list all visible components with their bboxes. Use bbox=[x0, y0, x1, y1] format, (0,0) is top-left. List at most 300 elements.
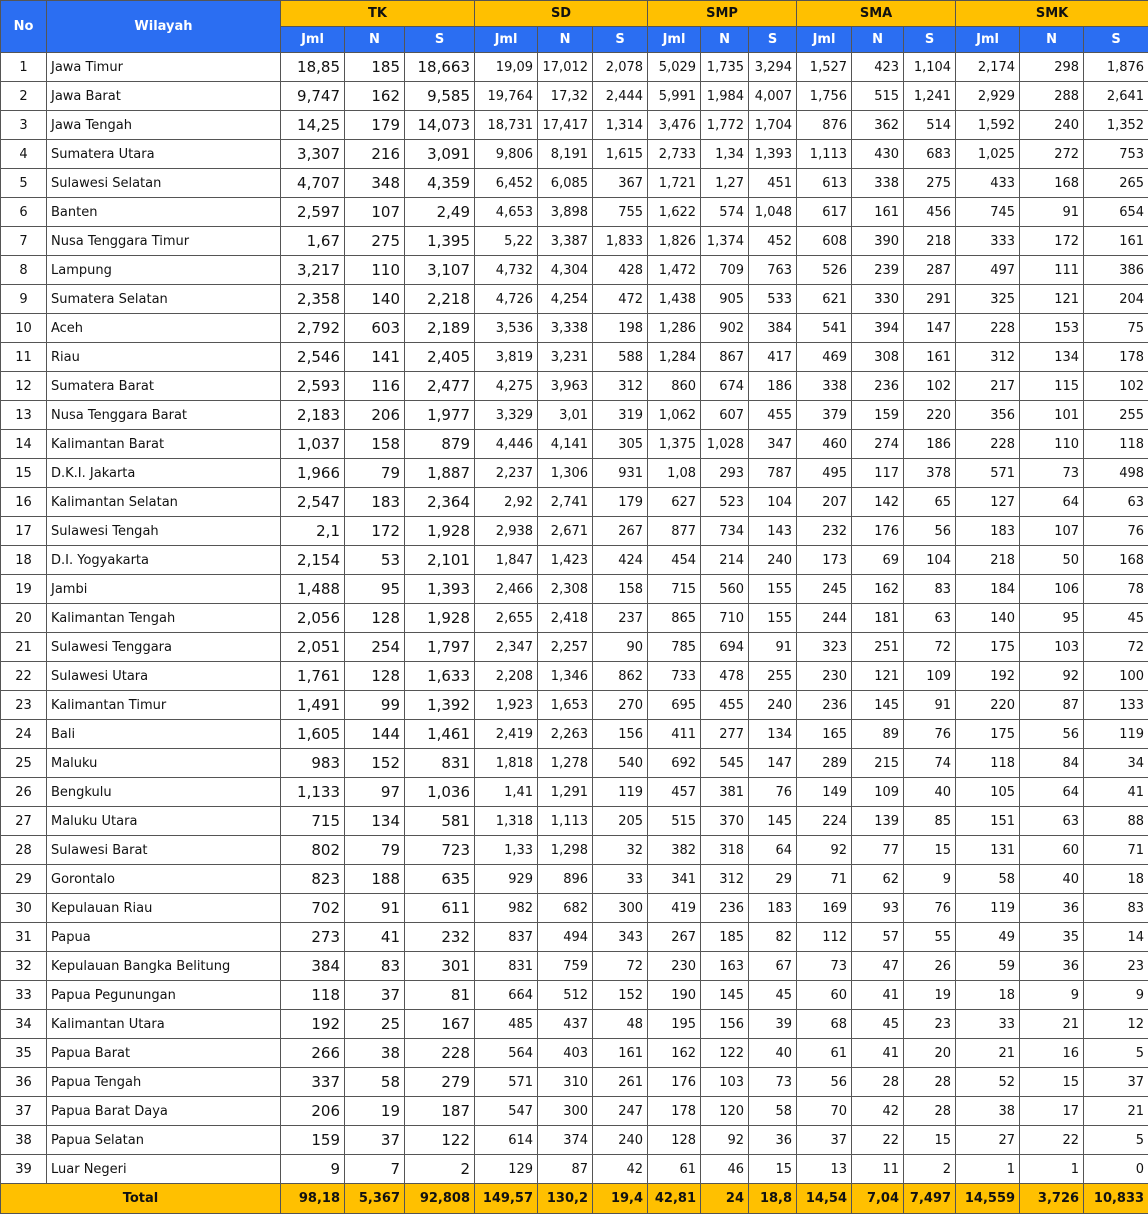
value-cell: 18,731 bbox=[475, 111, 538, 140]
value-cell: 386 bbox=[1084, 256, 1148, 285]
value-cell: 1,527 bbox=[797, 53, 852, 82]
value-cell: 288 bbox=[1020, 82, 1084, 111]
value-cell: 287 bbox=[904, 256, 956, 285]
value-cell: 3,294 bbox=[749, 53, 797, 82]
value-cell: 112 bbox=[797, 923, 852, 952]
value-cell: 455 bbox=[701, 691, 749, 720]
value-cell: 2,183 bbox=[281, 401, 345, 430]
value-cell: 140 bbox=[345, 285, 405, 314]
value-cell: 41 bbox=[1084, 778, 1148, 807]
table-row bbox=[1, 314, 1148, 343]
value-cell: 3,819 bbox=[475, 343, 538, 372]
value-cell: 581 bbox=[405, 807, 475, 836]
value-cell: 362 bbox=[852, 111, 904, 140]
value-cell: 145 bbox=[749, 807, 797, 836]
value-cell: 472 bbox=[593, 285, 648, 314]
value-cell: 15 bbox=[1020, 1068, 1084, 1097]
header-jml: Jml bbox=[648, 27, 701, 53]
value-cell: 40 bbox=[904, 778, 956, 807]
value-cell: 228 bbox=[956, 314, 1020, 343]
value-cell: 2,101 bbox=[405, 546, 475, 575]
region-name: Kepulauan Riau bbox=[47, 894, 281, 923]
value-cell: 49 bbox=[956, 923, 1020, 952]
value-cell: 63 bbox=[1020, 807, 1084, 836]
value-cell: 270 bbox=[593, 691, 648, 720]
region-name: Kalimantan Selatan bbox=[47, 488, 281, 517]
value-cell: 3,091 bbox=[405, 140, 475, 169]
table-row bbox=[1, 778, 1148, 807]
value-cell: 83 bbox=[904, 575, 956, 604]
value-cell: 2,418 bbox=[538, 604, 593, 633]
value-cell: 214 bbox=[701, 546, 749, 575]
value-cell: 1,062 bbox=[648, 401, 701, 430]
value-cell: 2,641 bbox=[1084, 82, 1148, 111]
table-row bbox=[1, 720, 1148, 749]
value-cell: 83 bbox=[1084, 894, 1148, 923]
table-row bbox=[1, 343, 1148, 372]
value-cell: 5 bbox=[1084, 1039, 1148, 1068]
value-cell: 9,585 bbox=[405, 82, 475, 111]
value-cell: 37 bbox=[797, 1126, 852, 1155]
row-number: 9 bbox=[1, 285, 47, 314]
value-cell: 787 bbox=[749, 459, 797, 488]
value-cell: 2,938 bbox=[475, 517, 538, 546]
value-cell: 19,764 bbox=[475, 82, 538, 111]
value-cell: 2,308 bbox=[538, 575, 593, 604]
value-cell: 14,25 bbox=[281, 111, 345, 140]
value-cell: 60 bbox=[797, 981, 852, 1010]
table-row bbox=[1, 488, 1148, 517]
value-cell: 3,01 bbox=[538, 401, 593, 430]
value-cell: 2,257 bbox=[538, 633, 593, 662]
value-cell: 216 bbox=[345, 140, 405, 169]
value-cell: 87 bbox=[1020, 691, 1084, 720]
region-name: Sumatera Utara bbox=[47, 140, 281, 169]
value-cell: 279 bbox=[405, 1068, 475, 1097]
value-cell: 1,67 bbox=[281, 227, 345, 256]
value-cell: 3,536 bbox=[475, 314, 538, 343]
value-cell: 129 bbox=[475, 1155, 538, 1184]
value-cell: 1,393 bbox=[405, 575, 475, 604]
value-cell: 437 bbox=[538, 1010, 593, 1039]
header-s: S bbox=[904, 27, 956, 53]
value-cell: 224 bbox=[797, 807, 852, 836]
value-cell: 710 bbox=[701, 604, 749, 633]
value-cell: 454 bbox=[648, 546, 701, 575]
table-row bbox=[1, 923, 1148, 952]
value-cell: 1,286 bbox=[648, 314, 701, 343]
table-row bbox=[1, 1155, 1148, 1184]
value-cell: 745 bbox=[956, 198, 1020, 227]
value-cell: 28 bbox=[904, 1068, 956, 1097]
value-cell: 1,984 bbox=[701, 82, 749, 111]
value-cell: 4,275 bbox=[475, 372, 538, 401]
region-name: Sulawesi Utara bbox=[47, 662, 281, 691]
value-cell: 896 bbox=[538, 865, 593, 894]
value-cell: 1,887 bbox=[405, 459, 475, 488]
value-cell: 240 bbox=[593, 1126, 648, 1155]
value-cell: 823 bbox=[281, 865, 345, 894]
value-cell: 187 bbox=[405, 1097, 475, 1126]
row-number: 34 bbox=[1, 1010, 47, 1039]
value-cell: 205 bbox=[593, 807, 648, 836]
value-cell: 627 bbox=[648, 488, 701, 517]
value-cell: 865 bbox=[648, 604, 701, 633]
value-cell: 97 bbox=[345, 778, 405, 807]
value-cell: 28 bbox=[904, 1097, 956, 1126]
value-cell: 147 bbox=[904, 314, 956, 343]
row-number: 18 bbox=[1, 546, 47, 575]
value-cell: 14 bbox=[1084, 923, 1148, 952]
value-cell: 167 bbox=[405, 1010, 475, 1039]
value-cell: 261 bbox=[593, 1068, 648, 1097]
value-cell: 3,476 bbox=[648, 111, 701, 140]
value-cell: 1,284 bbox=[648, 343, 701, 372]
value-cell: 305 bbox=[593, 430, 648, 459]
value-cell: 5,991 bbox=[648, 82, 701, 111]
value-cell: 46 bbox=[701, 1155, 749, 1184]
value-cell: 91 bbox=[1020, 198, 1084, 227]
total-value: 149,57 bbox=[475, 1184, 538, 1214]
region-name: Maluku Utara bbox=[47, 807, 281, 836]
value-cell: 379 bbox=[797, 401, 852, 430]
header-s: S bbox=[749, 27, 797, 53]
value-cell: 70 bbox=[797, 1097, 852, 1126]
value-cell: 110 bbox=[345, 256, 405, 285]
value-cell: 37 bbox=[345, 981, 405, 1010]
region-name: Sulawesi Tenggara bbox=[47, 633, 281, 662]
value-cell: 298 bbox=[1020, 53, 1084, 82]
value-cell: 103 bbox=[701, 1068, 749, 1097]
row-number: 27 bbox=[1, 807, 47, 836]
row-number: 16 bbox=[1, 488, 47, 517]
value-cell: 267 bbox=[648, 923, 701, 952]
value-cell: 185 bbox=[701, 923, 749, 952]
value-cell: 905 bbox=[701, 285, 749, 314]
value-cell: 91 bbox=[749, 633, 797, 662]
value-cell: 300 bbox=[538, 1097, 593, 1126]
table-row bbox=[1, 227, 1148, 256]
value-cell: 186 bbox=[749, 372, 797, 401]
region-name: D.K.I. Jakarta bbox=[47, 459, 281, 488]
value-cell: 802 bbox=[281, 836, 345, 865]
value-cell: 1,928 bbox=[405, 604, 475, 633]
table-row bbox=[1, 459, 1148, 488]
value-cell: 19,09 bbox=[475, 53, 538, 82]
value-cell: 22 bbox=[852, 1126, 904, 1155]
value-cell: 1,025 bbox=[956, 140, 1020, 169]
row-number: 2 bbox=[1, 82, 47, 111]
value-cell: 267 bbox=[593, 517, 648, 546]
total-value: 130,2 bbox=[538, 1184, 593, 1214]
value-cell: 74 bbox=[904, 749, 956, 778]
row-number: 39 bbox=[1, 1155, 47, 1184]
value-cell: 255 bbox=[1084, 401, 1148, 430]
value-cell: 185 bbox=[345, 53, 405, 82]
value-cell: 428 bbox=[593, 256, 648, 285]
value-cell: 9 bbox=[1020, 981, 1084, 1010]
value-cell: 186 bbox=[904, 430, 956, 459]
value-cell: 122 bbox=[405, 1126, 475, 1155]
value-cell: 26 bbox=[904, 952, 956, 981]
value-cell: 34 bbox=[1084, 749, 1148, 778]
region-name: Kepulauan Bangka Belitung bbox=[47, 952, 281, 981]
value-cell: 145 bbox=[701, 981, 749, 1010]
row-number: 32 bbox=[1, 952, 47, 981]
value-cell: 117 bbox=[852, 459, 904, 488]
value-cell: 220 bbox=[904, 401, 956, 430]
value-cell: 23 bbox=[904, 1010, 956, 1039]
value-cell: 18 bbox=[1084, 865, 1148, 894]
value-cell: 42 bbox=[593, 1155, 648, 1184]
value-cell: 78 bbox=[1084, 575, 1148, 604]
row-number: 8 bbox=[1, 256, 47, 285]
total-value: 92,808 bbox=[405, 1184, 475, 1214]
value-cell: 41 bbox=[345, 923, 405, 952]
value-cell: 876 bbox=[797, 111, 852, 140]
value-cell: 384 bbox=[281, 952, 345, 981]
value-cell: 1,27 bbox=[701, 169, 749, 198]
value-cell: 236 bbox=[852, 372, 904, 401]
region-name: Papua Tengah bbox=[47, 1068, 281, 1097]
value-cell: 6,452 bbox=[475, 169, 538, 198]
row-number: 13 bbox=[1, 401, 47, 430]
value-cell: 142 bbox=[852, 488, 904, 517]
value-cell: 1,461 bbox=[405, 720, 475, 749]
value-cell: 715 bbox=[281, 807, 345, 836]
value-cell: 101 bbox=[1020, 401, 1084, 430]
value-cell: 419 bbox=[648, 894, 701, 923]
value-cell: 119 bbox=[1084, 720, 1148, 749]
value-cell: 3,107 bbox=[405, 256, 475, 285]
value-cell: 1,395 bbox=[405, 227, 475, 256]
value-cell: 55 bbox=[904, 923, 956, 952]
value-cell: 837 bbox=[475, 923, 538, 952]
value-cell: 1,314 bbox=[593, 111, 648, 140]
value-cell: 381 bbox=[701, 778, 749, 807]
value-cell: 571 bbox=[956, 459, 1020, 488]
value-cell: 2,347 bbox=[475, 633, 538, 662]
value-cell: 100 bbox=[1084, 662, 1148, 691]
table-row bbox=[1, 1010, 1148, 1039]
value-cell: 348 bbox=[345, 169, 405, 198]
value-cell: 424 bbox=[593, 546, 648, 575]
value-cell: 1,306 bbox=[538, 459, 593, 488]
region-name: Kalimantan Tengah bbox=[47, 604, 281, 633]
value-cell: 2,547 bbox=[281, 488, 345, 517]
value-cell: 1,923 bbox=[475, 691, 538, 720]
value-cell: 654 bbox=[1084, 198, 1148, 227]
value-cell: 61 bbox=[797, 1039, 852, 1068]
value-cell: 218 bbox=[956, 546, 1020, 575]
row-number: 23 bbox=[1, 691, 47, 720]
value-cell: 247 bbox=[593, 1097, 648, 1126]
value-cell: 76 bbox=[1084, 517, 1148, 546]
value-cell: 2,078 bbox=[593, 53, 648, 82]
table-row bbox=[1, 256, 1148, 285]
header-group-smk: SMK bbox=[956, 1, 1148, 27]
value-cell: 133 bbox=[1084, 691, 1148, 720]
value-cell: 300 bbox=[593, 894, 648, 923]
value-cell: 2,056 bbox=[281, 604, 345, 633]
value-cell: 25 bbox=[345, 1010, 405, 1039]
value-cell: 1,761 bbox=[281, 662, 345, 691]
value-cell: 64 bbox=[1020, 778, 1084, 807]
value-cell: 1,08 bbox=[648, 459, 701, 488]
value-cell: 1,048 bbox=[749, 198, 797, 227]
value-cell: 4,726 bbox=[475, 285, 538, 314]
value-cell: 122 bbox=[701, 1039, 749, 1068]
value-cell: 36 bbox=[1020, 894, 1084, 923]
value-cell: 1,346 bbox=[538, 662, 593, 691]
value-cell: 183 bbox=[345, 488, 405, 517]
value-cell: 76 bbox=[904, 720, 956, 749]
table-row bbox=[1, 604, 1148, 633]
value-cell: 105 bbox=[956, 778, 1020, 807]
value-cell: 159 bbox=[852, 401, 904, 430]
row-number: 10 bbox=[1, 314, 47, 343]
table-row bbox=[1, 865, 1148, 894]
value-cell: 72 bbox=[904, 633, 956, 662]
value-cell: 143 bbox=[749, 517, 797, 546]
value-cell: 251 bbox=[852, 633, 904, 662]
header-jml: Jml bbox=[956, 27, 1020, 53]
value-cell: 17,417 bbox=[538, 111, 593, 140]
value-cell: 456 bbox=[904, 198, 956, 227]
value-cell: 144 bbox=[345, 720, 405, 749]
value-cell: 384 bbox=[749, 314, 797, 343]
value-cell: 3,231 bbox=[538, 343, 593, 372]
value-cell: 92 bbox=[701, 1126, 749, 1155]
value-cell: 452 bbox=[749, 227, 797, 256]
value-cell: 2,929 bbox=[956, 82, 1020, 111]
region-name: Bali bbox=[47, 720, 281, 749]
value-cell: 451 bbox=[749, 169, 797, 198]
total-value: 5,367 bbox=[345, 1184, 405, 1214]
value-cell: 683 bbox=[904, 140, 956, 169]
value-cell: 168 bbox=[1020, 169, 1084, 198]
value-cell: 867 bbox=[701, 343, 749, 372]
value-cell: 39 bbox=[749, 1010, 797, 1039]
value-cell: 1,876 bbox=[1084, 53, 1148, 82]
value-cell: 158 bbox=[345, 430, 405, 459]
value-cell: 92 bbox=[797, 836, 852, 865]
value-cell: 32 bbox=[593, 836, 648, 865]
value-cell: 59 bbox=[956, 952, 1020, 981]
value-cell: 244 bbox=[797, 604, 852, 633]
table-row bbox=[1, 1097, 1148, 1126]
value-cell: 134 bbox=[1020, 343, 1084, 372]
value-cell: 266 bbox=[281, 1039, 345, 1068]
value-cell: 67 bbox=[749, 952, 797, 981]
value-cell: 19 bbox=[904, 981, 956, 1010]
total-value: 7,04 bbox=[852, 1184, 904, 1214]
value-cell: 184 bbox=[956, 575, 1020, 604]
value-cell: 33 bbox=[956, 1010, 1020, 1039]
total-value: 24 bbox=[701, 1184, 749, 1214]
value-cell: 9,806 bbox=[475, 140, 538, 169]
value-cell: 110 bbox=[1020, 430, 1084, 459]
value-cell: 11 bbox=[852, 1155, 904, 1184]
value-cell: 2,92 bbox=[475, 488, 538, 517]
row-number: 33 bbox=[1, 981, 47, 1010]
value-cell: 734 bbox=[701, 517, 749, 546]
value-cell: 3,329 bbox=[475, 401, 538, 430]
value-cell: 20 bbox=[904, 1039, 956, 1068]
value-cell: 3,307 bbox=[281, 140, 345, 169]
value-cell: 621 bbox=[797, 285, 852, 314]
value-cell: 36 bbox=[749, 1126, 797, 1155]
value-cell: 291 bbox=[904, 285, 956, 314]
value-cell: 14,073 bbox=[405, 111, 475, 140]
value-cell: 73 bbox=[1020, 459, 1084, 488]
value-cell: 176 bbox=[648, 1068, 701, 1097]
total-label: Total bbox=[1, 1184, 281, 1214]
value-cell: 608 bbox=[797, 227, 852, 256]
value-cell: 1,438 bbox=[648, 285, 701, 314]
value-cell: 162 bbox=[648, 1039, 701, 1068]
row-number: 26 bbox=[1, 778, 47, 807]
value-cell: 3,963 bbox=[538, 372, 593, 401]
value-cell: 29 bbox=[749, 865, 797, 894]
value-cell: 230 bbox=[797, 662, 852, 691]
value-cell: 333 bbox=[956, 227, 1020, 256]
value-cell: 1 bbox=[1020, 1155, 1084, 1184]
value-cell: 2,051 bbox=[281, 633, 345, 662]
value-cell: 93 bbox=[852, 894, 904, 923]
value-cell: 2,358 bbox=[281, 285, 345, 314]
value-cell: 755 bbox=[593, 198, 648, 227]
region-name: Sulawesi Selatan bbox=[47, 169, 281, 198]
value-cell: 90 bbox=[593, 633, 648, 662]
row-number: 24 bbox=[1, 720, 47, 749]
table-row bbox=[1, 981, 1148, 1010]
value-cell: 73 bbox=[797, 952, 852, 981]
value-cell: 5,22 bbox=[475, 227, 538, 256]
row-number: 4 bbox=[1, 140, 47, 169]
value-cell: 18,85 bbox=[281, 53, 345, 82]
value-cell: 119 bbox=[593, 778, 648, 807]
row-number: 19 bbox=[1, 575, 47, 604]
value-cell: 192 bbox=[956, 662, 1020, 691]
value-cell: 2 bbox=[904, 1155, 956, 1184]
value-cell: 217 bbox=[956, 372, 1020, 401]
value-cell: 17,32 bbox=[538, 82, 593, 111]
value-cell: 79 bbox=[345, 459, 405, 488]
value-cell: 547 bbox=[475, 1097, 538, 1126]
value-cell: 929 bbox=[475, 865, 538, 894]
row-number: 3 bbox=[1, 111, 47, 140]
value-cell: 237 bbox=[593, 604, 648, 633]
value-cell: 15 bbox=[749, 1155, 797, 1184]
value-cell: 574 bbox=[701, 198, 749, 227]
value-cell: 56 bbox=[904, 517, 956, 546]
value-cell: 9,747 bbox=[281, 82, 345, 111]
value-cell: 63 bbox=[904, 604, 956, 633]
value-cell: 1,241 bbox=[904, 82, 956, 111]
value-cell: 173 bbox=[797, 546, 852, 575]
value-cell: 378 bbox=[904, 459, 956, 488]
value-cell: 87 bbox=[538, 1155, 593, 1184]
value-cell: 72 bbox=[1084, 633, 1148, 662]
value-cell: 1,298 bbox=[538, 836, 593, 865]
table-row bbox=[1, 430, 1148, 459]
value-cell: 879 bbox=[405, 430, 475, 459]
value-cell: 41 bbox=[852, 981, 904, 1010]
value-cell: 1,826 bbox=[648, 227, 701, 256]
value-cell: 560 bbox=[701, 575, 749, 604]
value-cell: 52 bbox=[956, 1068, 1020, 1097]
